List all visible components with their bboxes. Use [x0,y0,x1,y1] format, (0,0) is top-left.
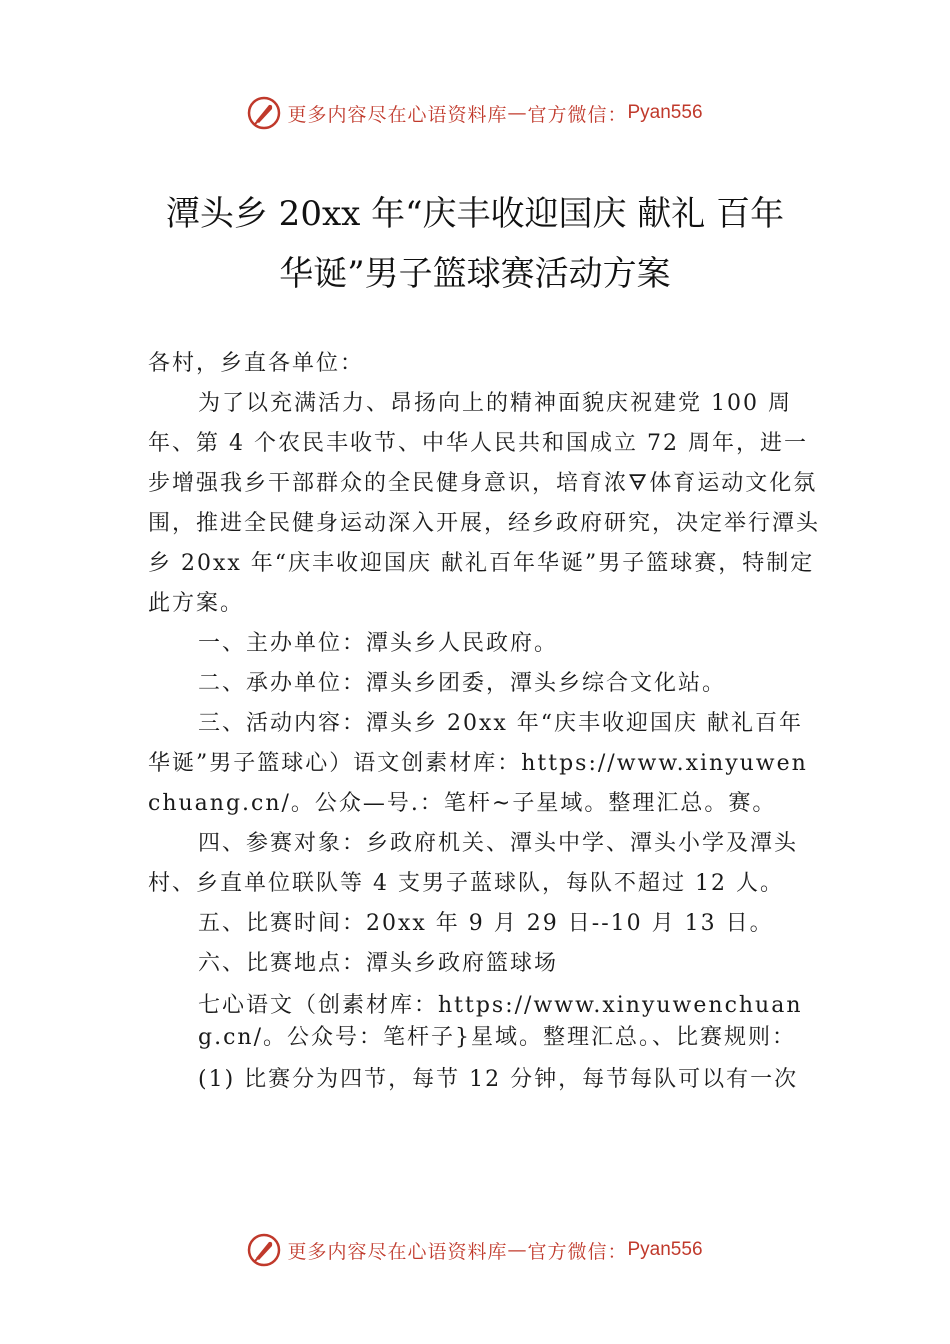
quill-logo-icon [247,96,281,130]
title-line-2: 华诞”男子篮球赛活动方案 [279,254,671,294]
watermark-separator: — [507,102,528,124]
item-match-venue: 六、比赛地点：潭头乡政府篮球场 [198,951,559,976]
item-match-time: 五、比赛时间：20xx 年 9 月 29 日--10 月 13 日。 [198,911,774,936]
quill-logo-icon [247,1233,281,1267]
title-line-1: 潭头乡 20xx 年“庆丰收迎国庆 献礼 百年 [165,194,785,234]
salutation: 各村，乡直各单位： [148,351,365,376]
watermark-text-library: 更多内容尽在心语资料库 [287,1240,508,1263]
watermark-text-wechat: 官方微信： [527,1240,628,1263]
watermark-footer [0,1233,950,1267]
watermark-text-id: Pyan556 [627,1239,703,1260]
watermark-separator: — [507,1239,528,1261]
item-organizer: 一、主办单位：潭头乡人民政府。 [198,631,559,656]
watermark-header [0,96,950,130]
document-title [120,184,830,304]
watermark-text-id: Pyan556 [627,102,703,123]
intro-paragraph: 为了以充满活力、昂扬向上的精神面貌庆祝建党 100 周年、第 4 个农民丰收节、中华人民共和国成立 72 周年，进一步增强我乡干部群众的全民健身意识，培育浓🜃体育运动文化氛围，推进全民健身运动深入开展，经乡政府研究，决定举行潭头乡 20xx 年“庆丰收迎国庆 献礼百年华诞”男子篮球赛，特制定此方案。 [148,391,821,616]
document-body [148,344,820,1100]
item-co-organizer: 二、承办单位：潭头乡团委，潭头乡综合文化站。 [198,671,727,696]
item-match-rules: 七心语文（创素材库：https://www.xinyuwenchuang.cn/。公众号：笔杆子}星域。整理汇总。、比赛规则： [198,993,803,1050]
rule-1: (1) 比赛分为四节，每节 12 分钟，每节每队可以有一次 [198,1067,799,1092]
item-activity-content: 三、活动内容：潭头乡 20xx 年“庆丰收迎国庆 献礼百年华诞”男子篮球心）语文创素材库：https://www.xinyuwenchuang.cn/。公众—号.：笔杆~子星域。整理汇总。赛。 [148,711,808,816]
watermark-text-wechat: 官方微信： [527,103,628,126]
watermark-text-library: 更多内容尽在心语资料库 [287,103,508,126]
item-participants: 四、参赛对象：乡政府机关、潭头中学、潭头小学及潭头村、乡直单位联队等 4 支男子蓝球队，每队不超过 12 人。 [148,831,799,896]
